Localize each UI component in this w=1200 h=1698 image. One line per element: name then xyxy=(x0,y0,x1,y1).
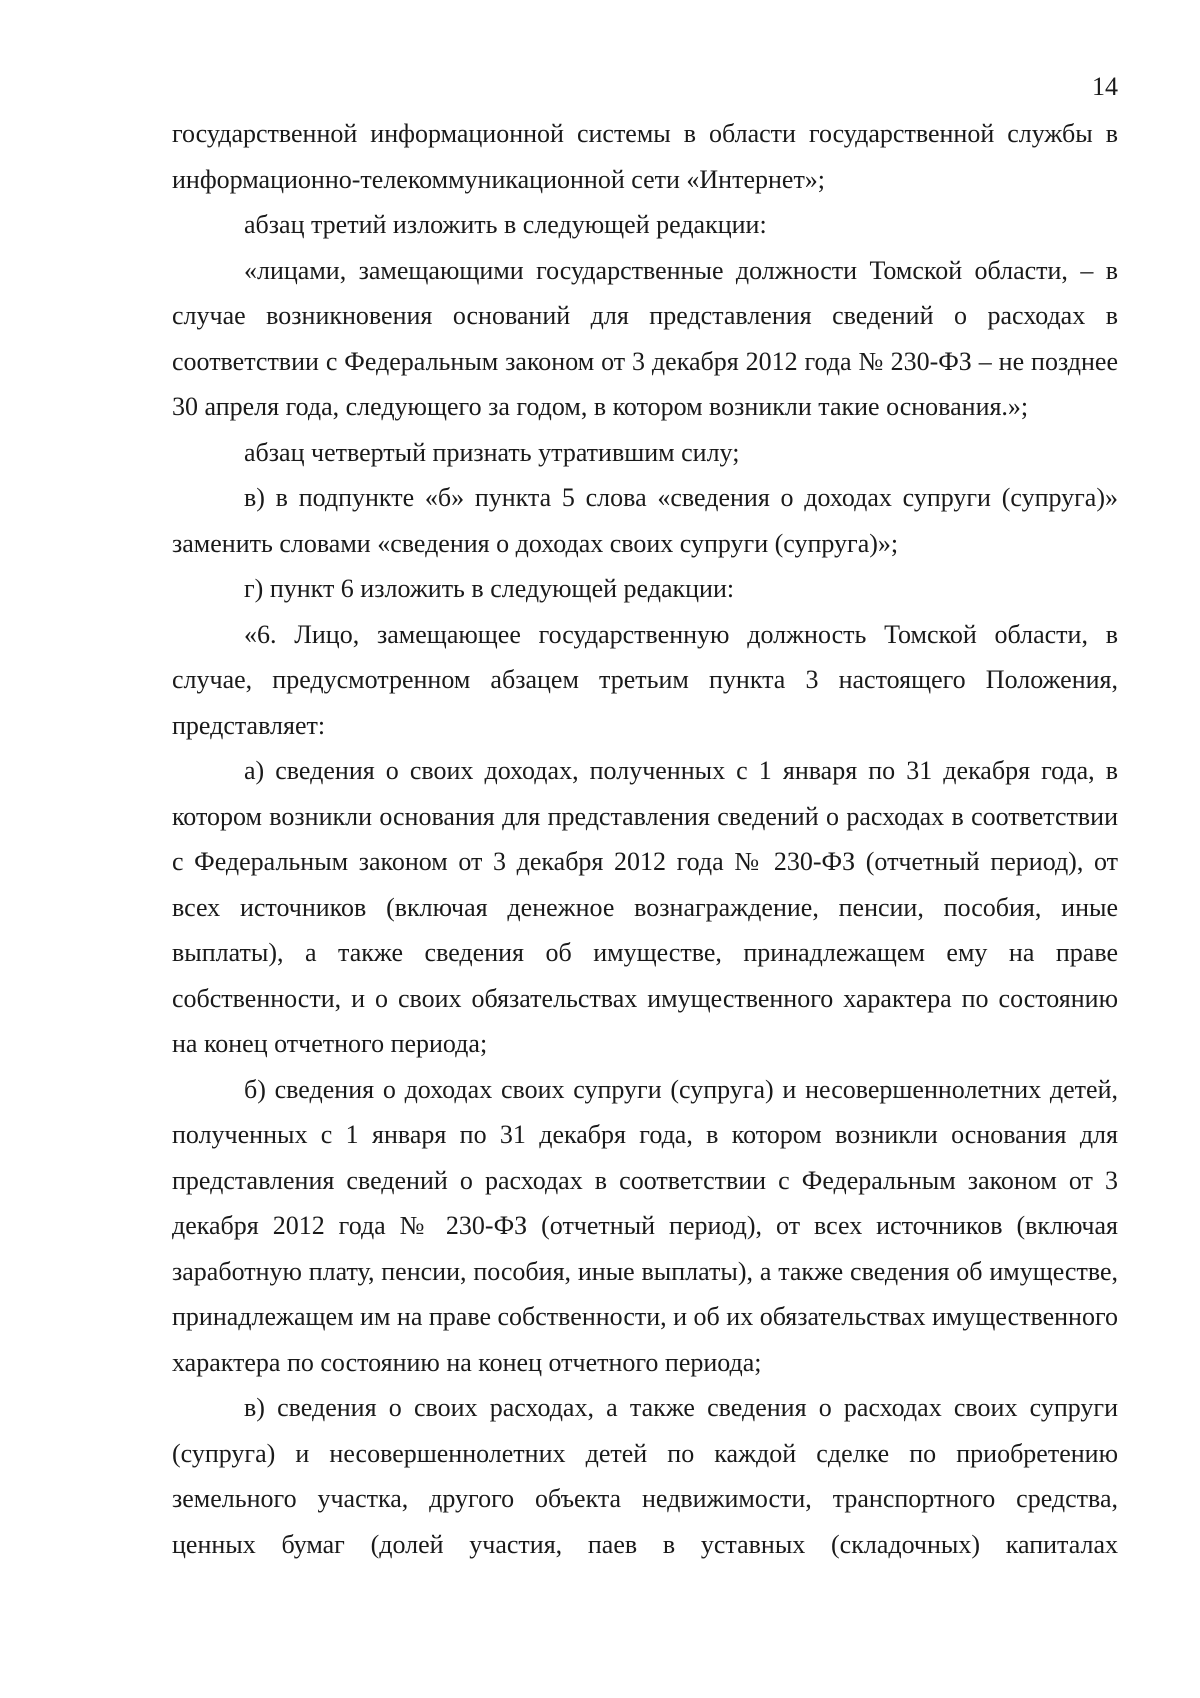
paragraph: а) сведения о своих доходах, полученных с 1 января по 31 декабря года, в котором возникли основания для представления сведений о расходах в соответствии с Федеральным законом от 3 декабря 2012 года № 230-ФЗ (отчетный период), от всех источников (включая денежное вознаграждение, пенсии, пособия, иные выплаты), а также сведения об имуществе, принадлежащем ему на праве собственности, и о своих обязательствах имущественного характера по состоянию на конец отчетного периода; xyxy=(172,756,1118,1058)
paragraph: абзац четвертый признать утратившим силу; xyxy=(244,437,740,467)
paragraph: г) пункт 6 изложить в следующей редакции: xyxy=(244,574,735,603)
paragraph: абзац третий изложить в следующей редакции: xyxy=(244,210,767,239)
paragraph-continues: в) сведения о своих расходах, а также сведения о расходах своих супруги (супруга) и несовершеннолетних детей по каждой сделке по приобретению земельного участка, другого объекта недвижимости, транспортного средства, ценных бумаг (долей участия, паев в уставных (складочных) капиталах xyxy=(172,1393,1118,1559)
paragraph: в) в подпункте «б» пункта 5 слова «сведения о доходах супруги (супруга)» заменить словами «сведения о доходах своих супруги (супруга)»; xyxy=(172,483,1118,558)
document-body xyxy=(172,111,1118,1567)
page-number: 14 xyxy=(1092,72,1118,101)
paragraph: б) сведения о доходах своих супруги (супруга) и несовершеннолетних детей, полученных с 1 января по 31 декабря года, в котором возникли основания для представления сведений о расходах в соответствии с Федеральным законом от 3 декабря 2012 года № 230-ФЗ (отчетный период), от всех источников (включая заработную плату, пенсии, пособия, иные выплаты), а также сведения об имуществе, принадлежащем им на праве собственности, и об их обязательствах имущественного характера по состоянию на конец отчетного периода; xyxy=(172,1074,1118,1377)
paragraph: «6. Лицо, замещающее государственную должность Томской области, в случае, предусмотренном абзацем третьим пункта 3 настоящего Положения, представляет: xyxy=(172,619,1118,740)
paragraph: государственной информационной системы в области государственной службы в информационно-телекоммуникационной сети «Интернет»; xyxy=(172,119,1118,194)
paragraph: «лицами, замещающими государственные должности Томской области, – в случае возникновения оснований для представления сведений о расходах в соответствии с Федеральным законом от 3 декабря 2012 года № 230-ФЗ – не позднее 30 апреля года, следующего за годом, в котором возникли такие основания.»; xyxy=(172,255,1118,421)
